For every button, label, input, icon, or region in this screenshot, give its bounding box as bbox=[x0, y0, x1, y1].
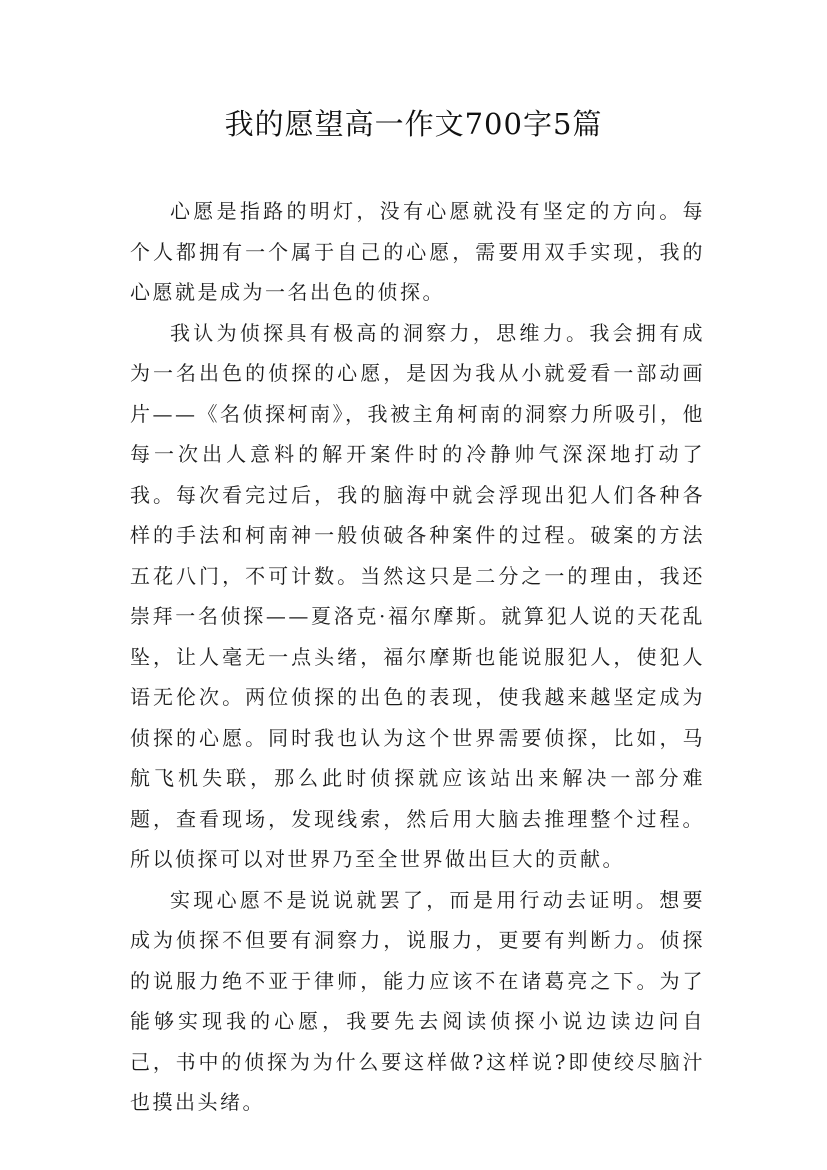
paragraph-2: 我认为侦探具有极高的洞察力，思维力。我会拥有成为一名出色的侦探的心愿，是因为我从小就爱看一部动画片——《名侦探柯南》，我被主角柯南的洞察力所吸引，他每一次出人意料的解开案件时的冷静帅气深深地打动了我。每次看完过后，我的脑海中就会浮现出犯人们各种各样的手法和柯南神一般侦破各种案件的过程。破案的方法五花八门，不可计数。当然这只是二分之一的理由，我还崇拜一名侦探——夏洛克·福尔摩斯。就算犯人说的天花乱坠，让人毫无一点头绪，福尔摩斯也能说服犯人，使犯人语无伦次。两位侦探的出色的表现，使我越来越坚定成为侦探的心愿。同时我也认为这个世界需要侦探，比如，马航飞机失联，那么此时侦探就应该站出来解决一部分难题，查看现场，发现线索，然后用大脑去推理整个过程。所以侦探可以对世界乃至全世界做出巨大的贡献。 bbox=[130, 320, 705, 871]
document-title: 我的愿望高一作文700字5篇 bbox=[224, 107, 603, 141]
document-body bbox=[130, 191, 705, 1123]
paragraph-1: 心愿是指路的明灯，没有心愿就没有坚定的方向。每个人都拥有一个属于自己的心愿，需要用双手实现，我的心愿就是成为一名出色的侦探。 bbox=[130, 199, 705, 304]
paragraph-3: 实现心愿不是说说就罢了，而是用行动去证明。想要成为侦探不但要有洞察力，说服力，更要有判断力。侦探的说服力绝不亚于律师，能力应该不在诸葛亮之下。为了能够实现我的心愿，我要先去阅读侦探小说边读边问自己，书中的侦探为为什么要这样做?这样说?即使绞尽脑汁也摸出头绪。 bbox=[130, 887, 705, 1114]
